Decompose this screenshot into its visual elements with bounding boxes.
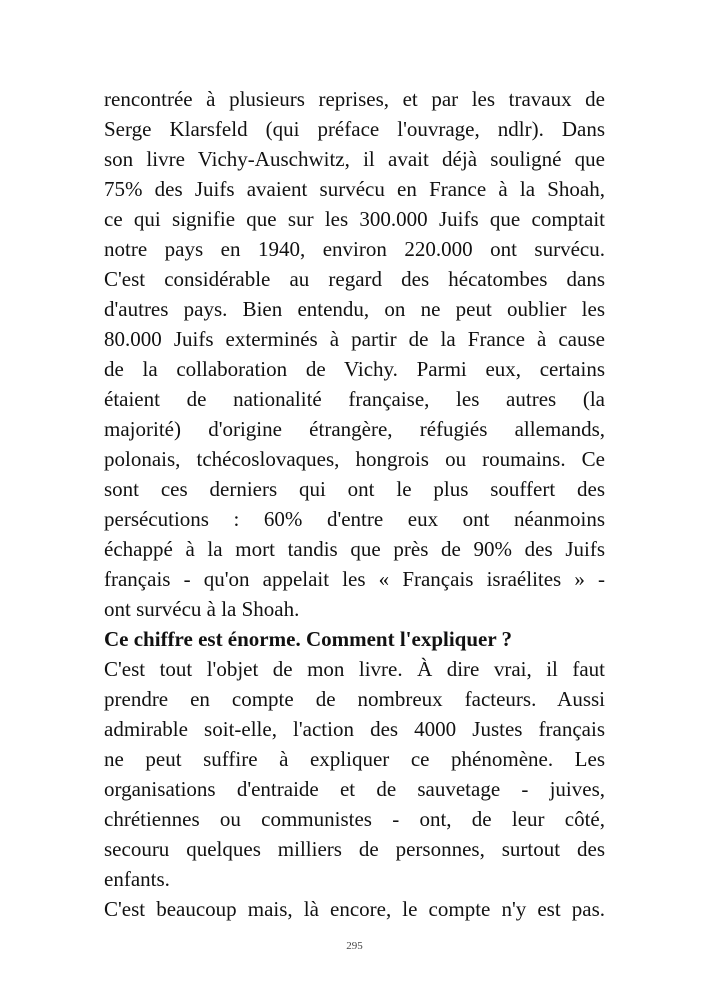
text-line: notre pays en 1940, environ 220.000 ont survécu. xyxy=(104,237,605,261)
text-line: enfants. xyxy=(104,867,170,891)
text-line: ne peut suffire à expliquer ce phénomène. Les xyxy=(104,747,605,771)
text-line: secouru quelques milliers de personnes, surtout des xyxy=(104,837,605,861)
page-body xyxy=(104,84,605,924)
text-line: C'est beaucoup mais, là encore, le compte n'y est pas. xyxy=(104,897,605,921)
text-line: rencontrée à plusieurs reprises, et par les travaux de xyxy=(104,87,605,111)
text-line: ce qui signifie que sur les 300.000 Juifs que comptait xyxy=(104,207,605,231)
page-number: 295 xyxy=(346,940,363,952)
text-line: de la collaboration de Vichy. Parmi eux, certains xyxy=(104,357,605,381)
text-line: persécutions : 60% d'entre eux ont néanmoins xyxy=(104,507,605,531)
text-line: sont ces derniers qui ont le plus souffert des xyxy=(104,477,605,501)
text-line: polonais, tchécoslovaques, hongrois ou roumains. Ce xyxy=(104,447,605,471)
answer-paragraph-2 xyxy=(104,654,605,894)
text-line: majorité) d'origine étrangère, réfugiés allemands, xyxy=(104,417,605,441)
answer-paragraph-1 xyxy=(104,84,605,624)
text-line: chrétiennes ou communistes - ont, de leur côté, xyxy=(104,807,605,831)
text-line: 75% des Juifs avaient survécu en France à la Shoah, xyxy=(104,177,605,201)
text-line: organisations d'entraide et de sauvetage - juives, xyxy=(104,777,605,801)
answer-paragraph-3 xyxy=(104,894,605,924)
text-line: d'autres pays. Bien entendu, on ne peut oublier les xyxy=(104,297,605,321)
text-line: ont survécu à la Shoah. xyxy=(104,597,300,621)
text-line: français - qu'on appelait les « Français israélites » - xyxy=(104,567,605,591)
text-line: 80.000 Juifs exterminés à partir de la France à cause xyxy=(104,327,605,351)
text-line: admirable soit-elle, l'action des 4000 Justes français xyxy=(104,717,605,741)
text-line: C'est considérable au regard des hécatombes dans xyxy=(104,267,605,291)
text-line: C'est tout l'objet de mon livre. À dire vrai, il faut xyxy=(104,657,605,681)
text-line: Serge Klarsfeld (qui préface l'ouvrage, ndlr). Dans xyxy=(104,117,605,141)
text-line: échappé à la mort tandis que près de 90% des Juifs xyxy=(104,537,605,561)
text-line: prendre en compte de nombreux facteurs. Aussi xyxy=(104,687,605,711)
text-line: étaient de nationalité française, les autres (la xyxy=(104,387,605,411)
text-line: son livre Vichy-Auschwitz, il avait déjà souligné que xyxy=(104,147,605,171)
interview-question: Ce chiffre est énorme. Comment l'expliquer ? xyxy=(104,627,513,651)
